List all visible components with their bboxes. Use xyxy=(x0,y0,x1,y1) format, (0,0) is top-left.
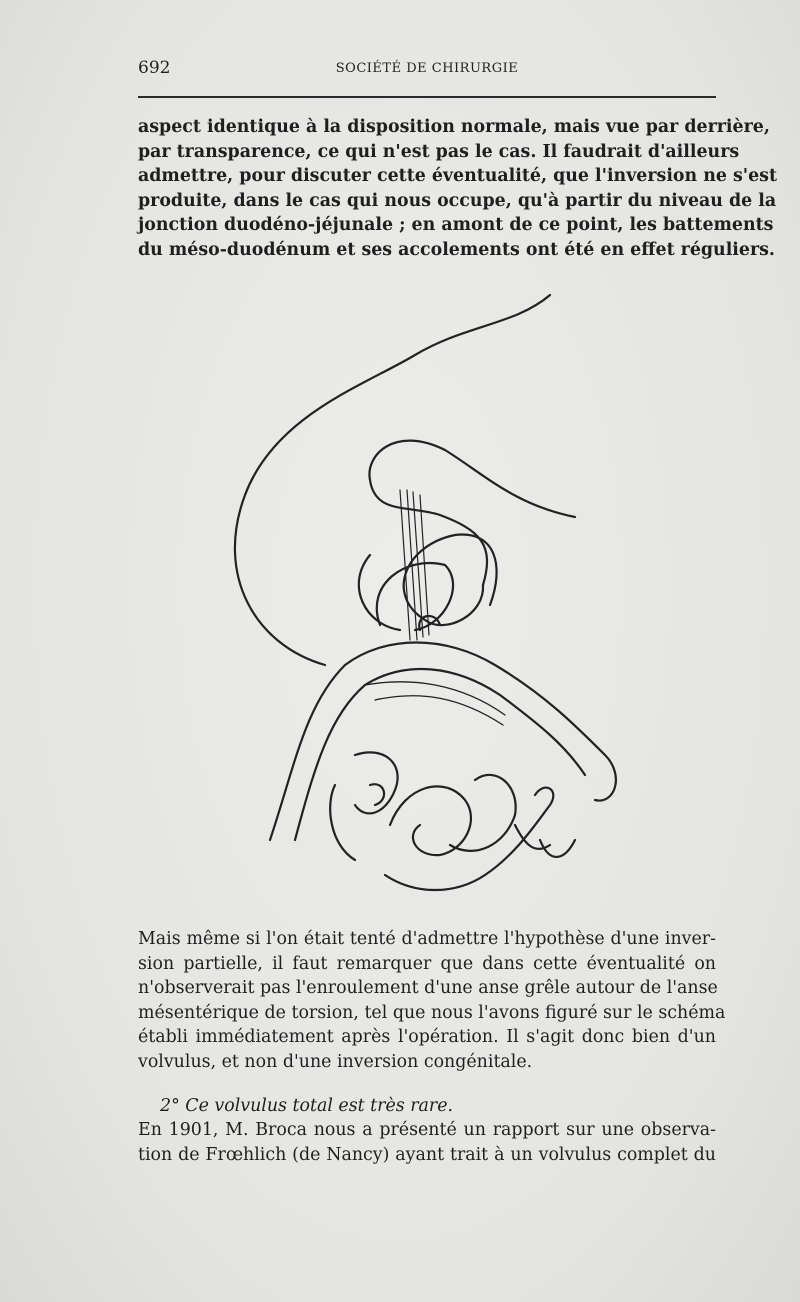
text-line: par transparence, ce qui n'est pas le cas. Il faudrait d'ailleurs xyxy=(138,141,740,162)
header-rule xyxy=(138,96,716,98)
text-line: établi immédiatement après l'opération. Il s'agit donc bien d'un xyxy=(138,1027,716,1048)
paragraph-2 xyxy=(138,927,726,1075)
text-line: du méso-duodénum et ses accolements ont été en effet réguliers. xyxy=(138,239,775,260)
text-line: jonction duodéno-jéjunale ; en amont de ce point, les battements xyxy=(138,215,774,236)
section-heading-text: 2° Ce volvulus total est très rare. xyxy=(160,1096,454,1116)
text-line: n'observerait pas l'enroulement d'une anse grêle autour de l'anse xyxy=(138,978,718,999)
text-line: mésentérique de torsion, tel que nous l'avons figuré sur le schéma xyxy=(138,1002,726,1023)
section-heading xyxy=(160,1094,716,1119)
page-number: 692 xyxy=(138,58,171,78)
page-header xyxy=(138,58,716,84)
text-line: admettre, pour discuter cette éventualité, que l'inversion ne s'est xyxy=(138,166,777,187)
text-line: tion de Frœhlich (de Nancy) ayant trait à un volvulus complet du xyxy=(138,1144,716,1165)
paragraph-3 xyxy=(138,1118,716,1167)
text-line: volvulus, et non d'une inversion congénitale. xyxy=(138,1051,533,1072)
paragraph-1 xyxy=(138,115,777,263)
running-head: SOCIÉTÉ DE CHIRURGIE xyxy=(335,61,519,76)
text-line: produite, dans le cas qui nous occupe, qu'à partir du niveau de la xyxy=(138,190,777,211)
anatomical-volvulus-figure xyxy=(215,285,635,910)
text-line: sion partielle, il faut remarquer que dans cette éventualité on xyxy=(138,953,716,974)
text-line: Mais même si l'on était tenté d'admettre l'hypothèse d'une inver- xyxy=(138,929,716,949)
text-line: En 1901, M. Broca nous a présenté un rapport sur une observa- xyxy=(138,1120,716,1140)
text-line: aspect identique à la disposition normale, mais vue par derrière, xyxy=(138,117,770,137)
